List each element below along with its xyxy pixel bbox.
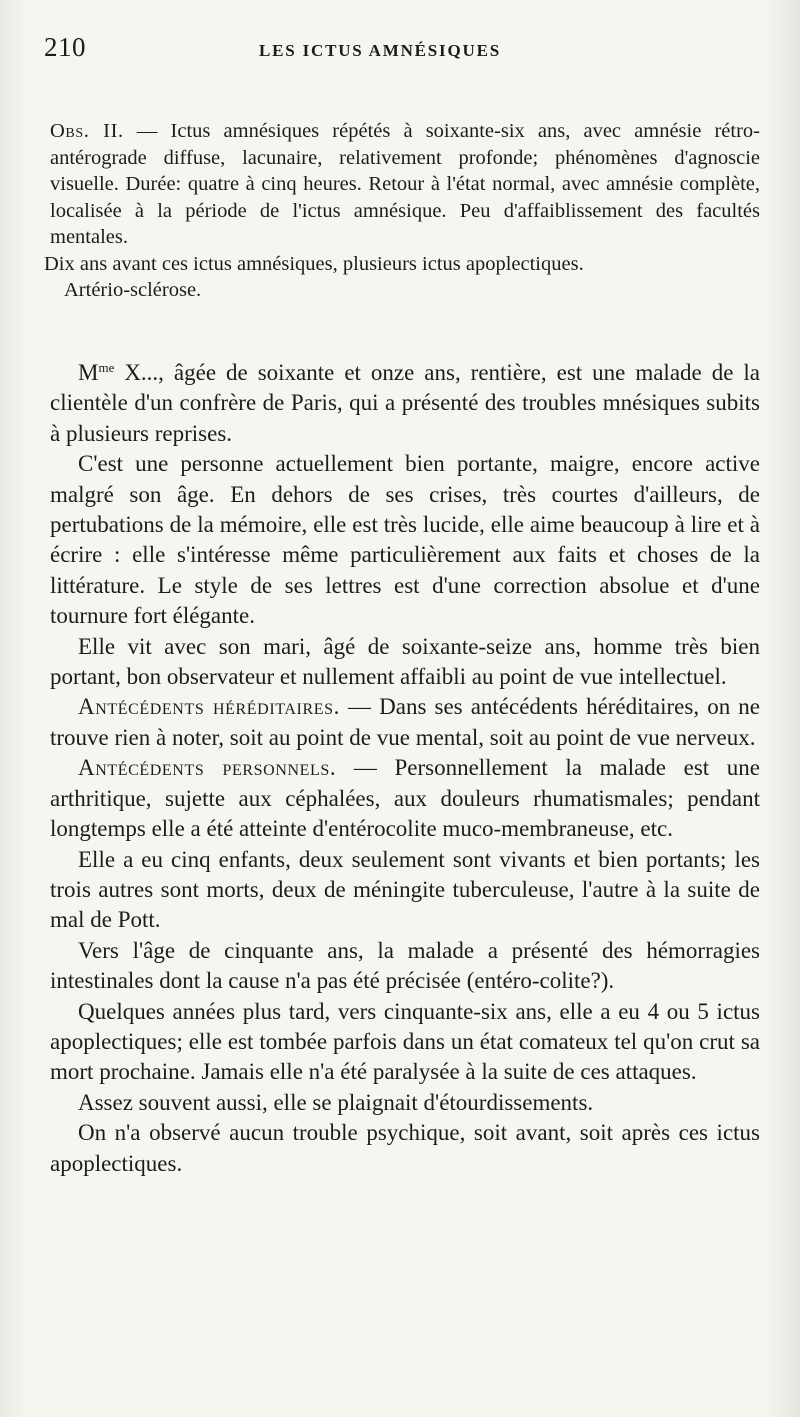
paragraph-apoplectic-ictus: Quelques années plus tard, vers cinquante-six ans, elle a eu 4 ou 5 ictus apoplectiques; elle est tombée parfois dans un état comateux tel qu'on crut sa mort prochaine. Jamais elle n'a été paralysée à la suite de ces attaques. (50, 998, 760, 1085)
paragraph-husband: Elle vit avec son mari, âgé de soixante-seize ans, homme très bien portant, bon observateur et nullement affaibli au point de vue intellectuel. (50, 633, 760, 690)
paragraph-patient-intro (50, 358, 760, 449)
personal-heading: Antécédents personnels. (78, 755, 337, 781)
observation-line-history: Dix ans avant ces ictus amnésiques, plusieurs ictus apoplectiques. (44, 252, 584, 275)
paragraph-dizziness: Assez souvent aussi, elle se plaignait d'étourdissements. (78, 1089, 594, 1115)
observation-line-diagnosis: Artério-sclérose. (64, 279, 202, 301)
paragraph-children: Elle a eu cinq enfants, deux seulement sont vivants et bien portants; les trois autres sont morts, deux de méningite tuberculeuse, l'autre à la suite de mal de Pott. (50, 846, 760, 933)
main-text (50, 358, 760, 1179)
page-header (44, 32, 760, 64)
observation-summary (44, 118, 760, 304)
observation-intro-text: — Ictus amnésiques répétés à soixante-six ans, avec amnésie rétro-antérograde diffuse, lacunaire, relativement profonde; phénomènes d'agnoscie visuelle. Durée: quatre à cinq heures. Retour à l'état normal, avec amnésie complète, localisée à la période de l'ictus amnésique. Peu d'affaiblissement des facultés mentales. (50, 120, 760, 248)
hereditary-text: — Dans ses antécédents héréditaires, on ne trouve rien à noter, soit au point de vue mental, soit au point de vue nerveux. (50, 694, 760, 750)
paragraph-hemorrhages: Vers l'âge de cinquante ans, la malade a présenté des hémorragies intestinales dont la cause n'a pas été précisée (entéro-colite?). (50, 937, 760, 994)
paragraph-no-psychic-trouble: On n'a observé aucun trouble psychique, soit avant, soit après ces ictus apoplectiques. (50, 1120, 760, 1176)
paragraph-personal-history (50, 753, 760, 844)
page-number: 210 (44, 32, 86, 62)
paragraph-hereditary-history (50, 692, 760, 753)
observation-label: Obs. II. (50, 120, 124, 142)
running-title: LES ICTUS AMNÉSIQUES (259, 41, 501, 60)
patient-intro-text: X..., âgée de soixante et onze ans, rentière, est une malade de la clientèle d'un confrère de Paris, qui a présenté des troubles mnésiques subits à plusieurs reprises. (50, 360, 760, 446)
hereditary-heading: Antécédents héréditaires. (78, 694, 340, 720)
paragraph-patient-description: C'est une personne actuellement bien portante, maigre, encore active malgré son âge. En dehors de ses crises, très courtes d'ailleurs, de pertubations de la mémoire, elle est très lucide, elle aime beaucoup à lire et à écrire : elle s'intéresse même particulièrement aux faits et choses de la littérature. Le style de ses lettres est d'une correction absolue et d'une tournure fort élégante. (50, 451, 760, 629)
patient-title-sup: me (98, 360, 115, 375)
patient-title: M (78, 360, 99, 385)
personal-text: — Personnellement la malade est une arthritique, sujette aux céphalées, aux douleurs rhumatismales; pendant longtemps elle a été atteinte d'entérocolite muco-membraneuse, etc. (50, 755, 760, 842)
observation-intro (50, 118, 760, 251)
